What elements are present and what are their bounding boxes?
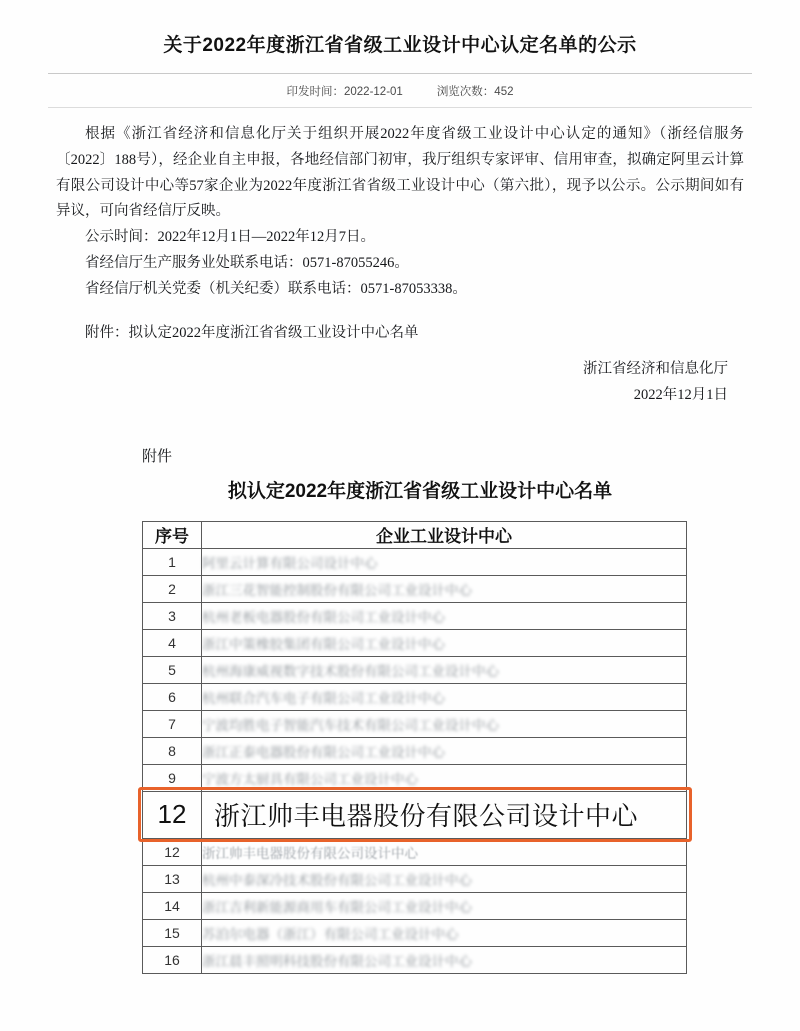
page-title: 关于2022年度浙江省省级工业设计中心认定名单的公示: [163, 35, 637, 56]
table-row: [143, 791, 687, 838]
row-index: 7: [143, 710, 202, 737]
publish-date: 印发时间：2022-12-01: [286, 86, 403, 98]
document-body: [0, 108, 800, 346]
signature-block: [0, 346, 800, 408]
table-row: [143, 575, 687, 602]
table-row: [143, 865, 687, 892]
row-company-name: 宁波方太厨具有限公司工业设计中心: [202, 764, 687, 791]
paragraph-3: 省经信厅生产服务业处联系电话：0571-87055246。: [85, 254, 409, 271]
attachment-table-wrap: [142, 521, 687, 974]
row-company-name: 浙江三花智能控制股份有限公司工业设计中心: [202, 575, 687, 602]
row-index: 6: [143, 683, 202, 710]
table-row: [143, 838, 687, 865]
row-index: 9: [143, 764, 202, 791]
attachment-title: 拟认定2022年度浙江省省级工业设计中心名单: [227, 480, 613, 502]
paragraph-attachment-note: 附件：拟认定2022年度浙江省省级工业设计中心名单: [85, 324, 419, 341]
design-center-table: [142, 521, 687, 974]
row-company-name: 浙江中策橡胶集团有限公司工业设计中心: [202, 629, 687, 656]
table-row: [143, 602, 687, 629]
row-index: 8: [143, 737, 202, 764]
table-header-row: [143, 521, 687, 548]
table-row: [143, 710, 687, 737]
spacer: [56, 303, 744, 321]
paragraph-1: 根据《浙江省经济和信息化厅关于组织开展2022年度省级工业设计中心认定的通知》（浙经信服务〔2022〕188号），经企业自主申报，各地经信部门初审，我厅组织专家评审、信用审查，拟确定阿里云计算有限公司设计中心等57家企业为2022年度浙江省省级工业设计中心（第六批），现予以公示。公示期间如有异议，可向省经信厅反映。: [56, 126, 744, 220]
row-index: 14: [143, 892, 202, 919]
paragraph-2: 公示时间：2022年12月1日—2022年12月7日。: [85, 229, 375, 246]
attachment-label: 附件: [142, 447, 173, 465]
row-company-name: 浙江晨丰照明科技股份有限公司工业设计中心: [202, 946, 687, 973]
column-header-name: 企业工业设计中心: [202, 521, 687, 548]
row-index: 1: [143, 548, 202, 575]
row-index: 16: [143, 946, 202, 973]
table-row: [143, 629, 687, 656]
table-body: [143, 548, 687, 973]
row-index: 2: [143, 575, 202, 602]
row-company-name: 浙江正泰电器股份有限公司工业设计中心: [202, 737, 687, 764]
view-count: 浏览次数：452: [436, 86, 514, 98]
row-index: 5: [143, 656, 202, 683]
row-index: 12: [143, 791, 202, 838]
table-row: [143, 892, 687, 919]
row-company-name: 杭州老板电器股份有限公司工业设计中心: [202, 602, 687, 629]
table-row: [143, 919, 687, 946]
table-row: [143, 737, 687, 764]
table-row: [143, 683, 687, 710]
column-header-index: 序号: [143, 521, 202, 548]
row-company-name: 杭州联合汽车电子有限公司工业设计中心: [202, 683, 687, 710]
row-index: 3: [143, 602, 202, 629]
table-row: [143, 548, 687, 575]
row-company-name: 浙江帅丰电器股份有限公司设计中心: [202, 838, 687, 865]
row-company-name: 宁波均胜电子智能汽车技术有限公司工业设计中心: [202, 710, 687, 737]
paragraph-4: 省经信厅机关党委（机关纪委）联系电话：0571-87053338。: [85, 280, 467, 297]
row-index: 4: [143, 629, 202, 656]
row-company-name: 浙江吉利新能源商用车有限公司工业设计中心: [202, 892, 687, 919]
row-index: 13: [143, 865, 202, 892]
row-index: 12: [143, 838, 202, 865]
table-head: [143, 521, 687, 548]
table-row: [143, 946, 687, 973]
signature-organization: 浙江省经济和信息化厅: [583, 361, 728, 378]
row-company-name: 浙江帅丰电器股份有限公司设计中心: [202, 791, 687, 838]
signature-date: 2022年12月1日: [633, 387, 728, 404]
row-company-name: 阿里云计算有限公司设计中心: [202, 548, 687, 575]
row-company-name: 杭州中泰深冷技术股份有限公司工业设计中心: [202, 865, 687, 892]
document-meta: [0, 74, 800, 103]
row-company-name: 苏泊尔电器（浙江）有限公司工业设计中心: [202, 919, 687, 946]
row-index: 15: [143, 919, 202, 946]
table-row: [143, 656, 687, 683]
table-row: [143, 764, 687, 791]
row-company-name: 杭州海康威视数字技术股份有限公司工业设计中心: [202, 656, 687, 683]
